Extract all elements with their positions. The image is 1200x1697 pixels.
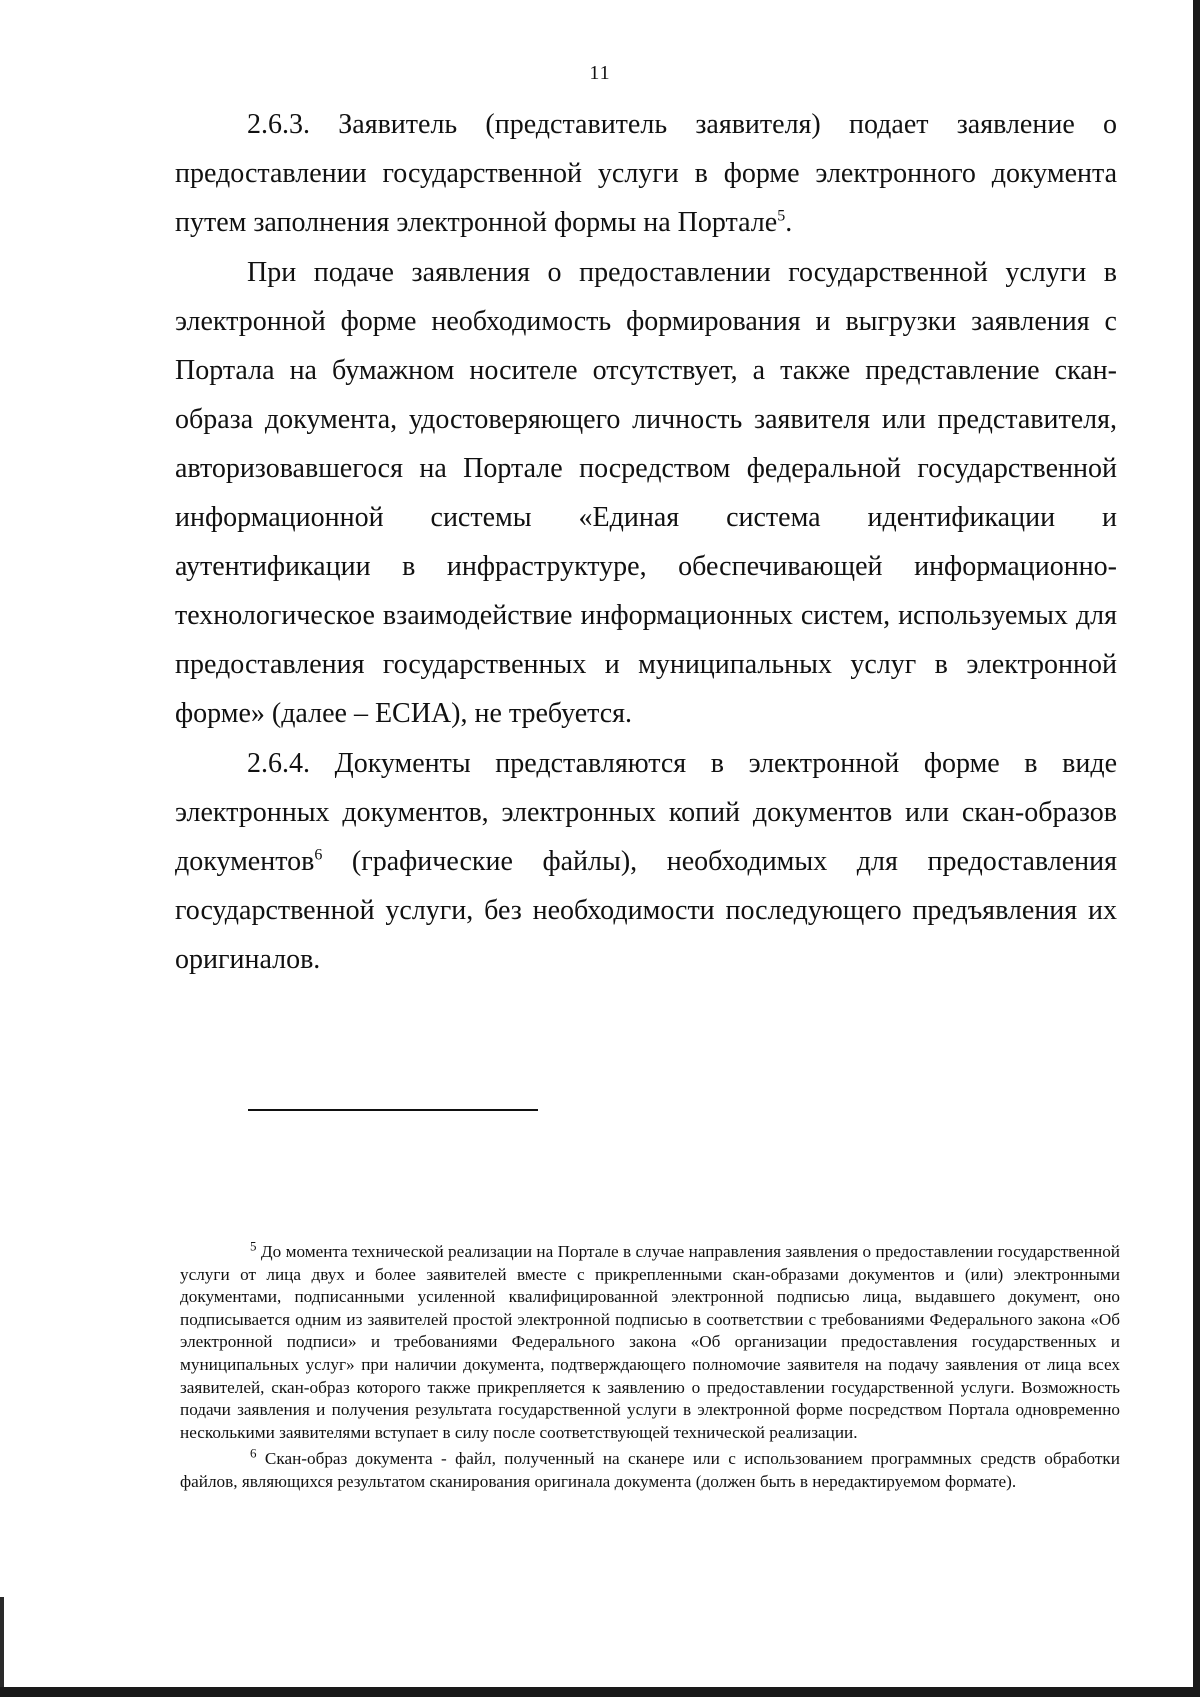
scan-border-left bbox=[0, 1597, 4, 1687]
footnote-6 bbox=[180, 1445, 1120, 1493]
footnote-separator bbox=[248, 1109, 538, 1111]
paragraph-submission-note bbox=[175, 248, 1117, 738]
page-number: 11 bbox=[589, 62, 611, 84]
paragraph-text: 2.6.3. Заявитель (представитель заявителя) подает заявление о предоставлении государственной услуги в форме электронного документа путем заполнения электронной формы на Портале bbox=[175, 109, 1117, 238]
footnote-ref-6[interactable]: 6 bbox=[314, 846, 323, 864]
scan-border-bottom bbox=[0, 1687, 1200, 1697]
footnote-mark-5: 5 bbox=[250, 1238, 257, 1254]
body-text bbox=[175, 100, 1117, 984]
footnote-ref-5[interactable]: 5 bbox=[777, 207, 786, 225]
paragraph-2-6-3 bbox=[175, 100, 1117, 247]
paragraph-2-6-4 bbox=[175, 739, 1117, 984]
paragraph-text: 2.6.4. Документы представляются в электронной форме в виде электронных документов, электронных копий документов или скан-образов документов bbox=[175, 748, 1117, 877]
paragraph-tail: . bbox=[785, 207, 793, 238]
footnote-text: До момента технической реализации на Портале в случае направления заявления о предоставлении государственной услуги от лица двух и более заявителей вместе с прикрепленными скан-образами документов и (или) электронными документами, подписанными усиленной квалифицированной электронной подписью лица, выдавшего документ, оно подписывается одним из заявителей простой электронной подписью в соответствии с требованиями Федерального закона «Об электронной подписи» и требованиями Федерального закона «Об организации предоставления государственных и муниципальных услуг» при наличии документа, подтверждающего полномочие заявителя на подачу заявления от лица всех заявителей, скан-образ которого также прикрепляется к заявлению о предоставлении государственной услуги. Возможность подачи заявления и получения результата государственной услуги в электронной форме посредством Портала одновременно несколькими заявителями вступает в силу после соответствующей технической реализации. bbox=[180, 1242, 1120, 1442]
footnote-mark-6: 6 bbox=[250, 1445, 257, 1461]
footnote-5 bbox=[180, 1238, 1120, 1444]
scan-border-right bbox=[1193, 0, 1200, 1697]
paragraph-text-cont: (графические файлы), необходимых для предоставления государственной услуги, без необходимости последующего предъявления их оригиналов. bbox=[175, 846, 1117, 975]
footnote-text: Скан-образ документа - файл, полученный на сканере или с использованием программных средств обработки файлов, являющихся результатом сканирования оригинала документа (должен быть в нередактируемом формате). bbox=[180, 1449, 1120, 1491]
footnotes bbox=[180, 1238, 1120, 1494]
paragraph-text: При подаче заявления о предоставлении государственной услуги в электронной форме необходимость формирования и выгрузки заявления с Портала на бумажном носителе отсутствует, а также представление скан-образа документа, удостоверяющего личность заявителя или представителя, авторизовавшегося на Портале посредством федеральной государственной информационной системы «Единая система идентификации и аутентификации в инфраструктуре, обеспечивающей информационно-технологическое взаимодействие информационных систем, используемых для предоставления государственных и муниципальных услуг в электронной форме» (далее – ЕСИА), не требуется. bbox=[175, 257, 1117, 729]
